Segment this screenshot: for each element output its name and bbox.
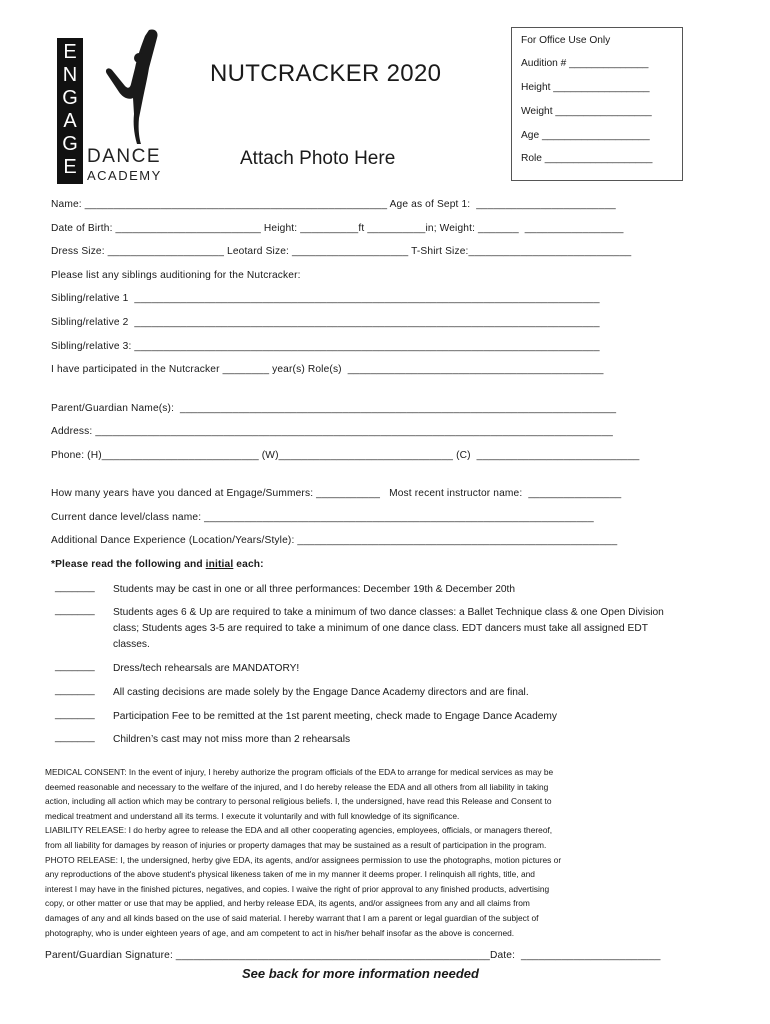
logo-letter-bar xyxy=(57,38,83,184)
footer-note: See back for more information needed xyxy=(242,966,479,981)
initial-blank[interactable]: _______ xyxy=(55,685,95,696)
initial-heading-prefix: *Please read the following and xyxy=(51,559,206,570)
office-weight-field[interactable]: Weight _________________ xyxy=(521,106,652,117)
initial-blank[interactable]: _______ xyxy=(55,605,95,616)
legal-line: LIABILITY RELEASE: I do herby agree to release the EDA and all other cooperating agencies, employees, officials, or managers thereof, xyxy=(45,825,553,836)
initial-heading-suffix: each: xyxy=(233,559,264,570)
phone-field[interactable]: Phone: (H)___________________________ (W)______________________________ (C) ____________________________ xyxy=(51,450,640,461)
logo-letter: G xyxy=(62,133,78,155)
initial-text: Students ages 6 & Up are required to take a minimum of two dance classes: a Ballet Technique class & one Open Division class; Students ages 3-5 are required to take a minimum of one dance class. EDT dancers must take all assigned EDT classes. xyxy=(113,607,664,650)
office-audition-field[interactable]: Audition # ______________ xyxy=(521,58,649,69)
legal-line: MEDICAL CONSENT: In the event of injury, I hereby authorize the program officials of the EDA to arrange for medical services as may be xyxy=(45,767,554,777)
legal-line: PHOTO RELEASE: I, the undersigned, herby give EDA, its agents, and/or assignees permission to use the photographs, motion pictures or xyxy=(45,854,562,865)
years-instructor-field[interactable]: How many years have you danced at Engage/Summers: ___________ Most recent instructor name: ________________ xyxy=(51,488,622,499)
logo-letter: E xyxy=(63,41,77,63)
legal-line: interest I may have in the finished pictures, negatives, and copies. I waive the right of prior approval to any finished products, advertising xyxy=(45,883,550,894)
legal-line: from all liability for damages by reason of injuries or property damages that may be sustained as a result of participation in the program. xyxy=(45,839,547,850)
sizes-field[interactable]: Dress Size: ____________________ Leotard Size: ____________________ T-Shirt Size:____________________________ xyxy=(51,246,632,257)
office-role-field[interactable]: Role ___________________ xyxy=(521,153,653,164)
page-title: NUTCRACKER 2020 xyxy=(210,60,442,87)
legal-consent-text xyxy=(45,765,685,940)
participation-field[interactable]: I have participated in the Nutcracker ________ year(s) Role(s) ____________________________________________ xyxy=(51,364,604,375)
initial-blank[interactable]: _______ xyxy=(55,709,95,720)
legal-line: damages of any and all kinds based on the use of said material. I hereby warrant that I am a parent or legal guardian of the subject of xyxy=(45,912,539,923)
legal-line: deemed reasonable and necessary to the welfare of the injured, and I do hereby release the EDA and all others from all liability in taking xyxy=(45,781,549,792)
initial-text: Children’s cast may not miss more than 2 rehearsals xyxy=(113,734,351,745)
office-age-field[interactable]: Age ___________________ xyxy=(521,130,650,141)
logo-letter: G xyxy=(62,87,78,109)
initial-blank[interactable]: _______ xyxy=(55,732,95,743)
logo-letter: E xyxy=(63,156,77,178)
sibling-3-field[interactable]: Sibling/relative 3: ________________________________________________________________________________ xyxy=(51,341,600,352)
guardian-name-field[interactable]: Parent/Guardian Name(s): ___________________________________________________________________________ xyxy=(51,403,617,414)
legal-line: action, including all action which may be contrary to personal religious beliefs. I, the undersigned, have read this Release and Consent to xyxy=(45,796,552,807)
dance-level-field[interactable]: Current dance level/class name: ___________________________________________________________________ xyxy=(51,512,594,523)
attach-photo-label: Attach Photo Here xyxy=(240,148,396,169)
initial-text: Students may be cast in one or all three performances: December 19th & December 20th xyxy=(113,584,516,595)
sibling-1-field[interactable]: Sibling/relative 1 ________________________________________________________________________________ xyxy=(51,293,600,304)
signature-date-field[interactable]: Parent/Guardian Signature: ______________________________________________________Date: ________________________ xyxy=(45,950,661,961)
dancer-silhouette-icon xyxy=(99,28,165,146)
initial-blank[interactable]: _______ xyxy=(55,661,95,672)
initial-heading-underlined: initial xyxy=(205,559,234,570)
office-header: For Office Use Only xyxy=(521,35,611,46)
initial-text: Participation Fee to be remitted at the 1st parent meeting, check made to Engage Dance Academy xyxy=(113,711,557,722)
sibling-2-field[interactable]: Sibling/relative 2 ________________________________________________________________________________ xyxy=(51,317,600,328)
legal-line: copy, or other matter or use that may be applied, and herby release EDA, its agents, and/or assignees from any and all claims from xyxy=(45,898,530,909)
logo-letter: N xyxy=(62,64,78,86)
legal-line: any reproductions of the above student's physical likeness taken of me in my manner it deems proper. I relinquish all rights, title, and xyxy=(45,869,535,880)
engage-dance-academy-logo xyxy=(57,28,165,186)
logo-letter: A xyxy=(63,110,77,132)
initial-blank[interactable]: _______ xyxy=(55,582,95,593)
initial-text: Dress/tech rehearsals are MANDATORY! xyxy=(113,663,300,674)
name-age-field[interactable]: Name: ____________________________________________________ Age as of Sept 1: ________________________ xyxy=(51,199,616,210)
initial-heading xyxy=(51,559,264,570)
dob-height-weight-field[interactable]: Date of Birth: _________________________ Height: __________ft __________in; Weight: _______ _________________ xyxy=(51,223,624,234)
initial-text: All casting decisions are made solely by the Engage Dance Academy directors and are final. xyxy=(113,687,529,698)
logo-academy-text: ACADEMY xyxy=(87,168,162,183)
siblings-prompt: Please list any siblings auditioning for the Nutcracker: xyxy=(51,270,301,281)
office-use-box xyxy=(511,27,683,181)
legal-line: photography, who is under eighteen years of age, and am competent to act in his/her behalf insofar as the above is concerned. xyxy=(45,927,515,938)
office-height-field[interactable]: Height _________________ xyxy=(521,82,650,93)
experience-field[interactable]: Additional Dance Experience (Location/Years/Style): _______________________________________________________ xyxy=(51,535,618,546)
address-field[interactable]: Address: _________________________________________________________________________________________ xyxy=(51,426,613,437)
logo-dance-text: DANCE xyxy=(87,146,162,167)
legal-line: medical treatment and understand all its terms. I execute it voluntarily and with full knowledge of its significance. xyxy=(45,810,460,821)
